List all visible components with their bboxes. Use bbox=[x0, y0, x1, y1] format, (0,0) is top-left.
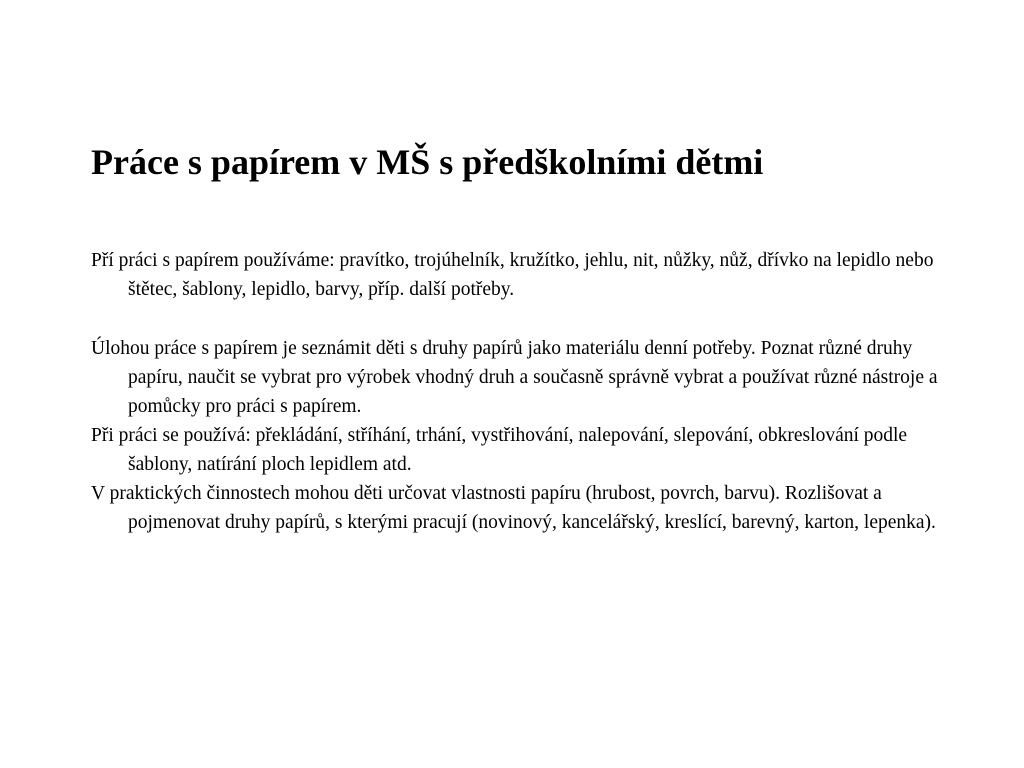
paragraph-techniques: Při práci se používá: překládání, stříhání, trhání, vystřihování, nalepování, slepování, obkreslování podle šablony, natírání ploch lepidlem atd. bbox=[91, 425, 908, 475]
slide-body bbox=[91, 246, 951, 537]
slide-title: Práce s papírem v MŠ s předškolními dětmi bbox=[91, 142, 764, 182]
paragraph-activities: V praktických činnostech mohou děti určovat vlastnosti papíru (hrubost, povrch, barvu). Rozlišovat a pojmenovat druhy papírů, s kterými pracují (novinový, kancelářský, kreslící, barevný, karton, lepenka). bbox=[91, 483, 936, 533]
paragraph-purpose: Úlohou práce s papírem je seznámit děti s druhy papírů jako materiálu denní potřeby. Poznat různé druhy papíru, naučit se vybrat pro výrobek vhodný druh a současně správně vybrat a používat různé nástroje a pomůcky pro práci s papírem. bbox=[91, 338, 938, 417]
paragraph-tools: Pří práci s papírem používáme: pravítko, trojúhelník, kružítko, jehlu, nit, nůžky, nůž, dřívko na lepidlo nebo štětec, šablony, lepidlo, barvy, příp. další potřeby. bbox=[91, 250, 934, 300]
